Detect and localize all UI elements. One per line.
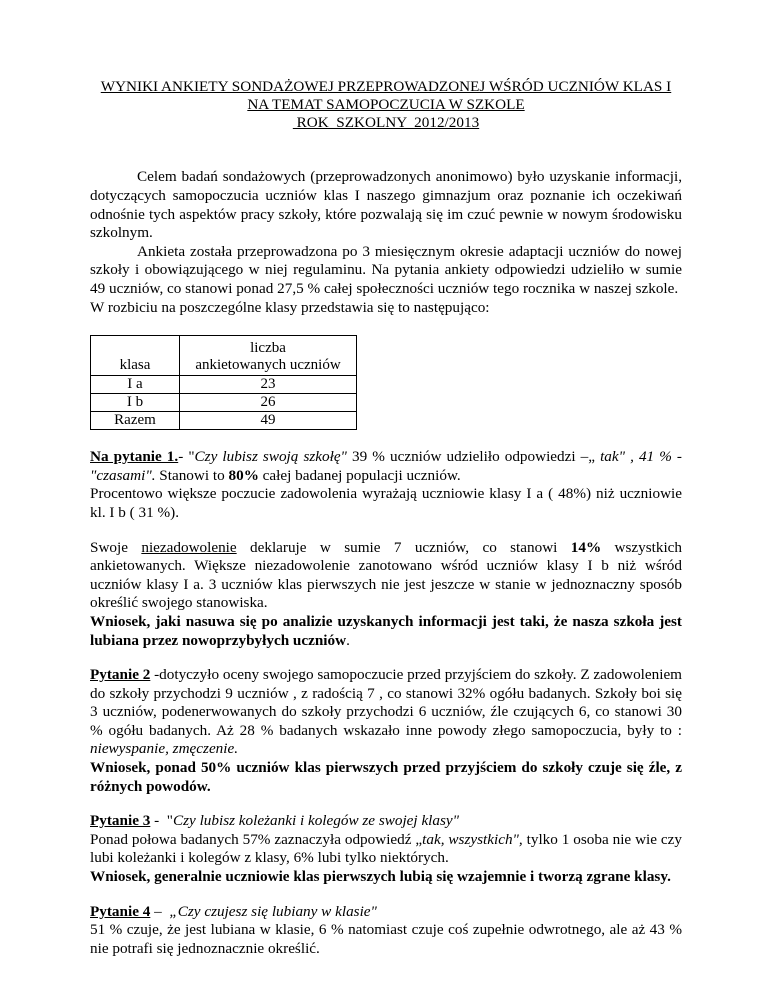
table-cell-liczba: 23 <box>180 375 357 393</box>
q3-heading <box>90 812 682 831</box>
q1-text-5: Swoje <box>90 538 142 556</box>
q1-dissatisfaction-paragraph <box>90 539 682 613</box>
q1-text-1: - " <box>178 448 195 466</box>
q1-label: Na pytanie 1. <box>90 448 179 466</box>
table-header-liczba-line1: liczba <box>250 340 286 357</box>
q1-paragraph <box>90 448 682 485</box>
q4-quote: „Czy czujesz się lubiany w klasie" <box>169 902 377 920</box>
q1-conclusion-end: . <box>346 631 350 649</box>
table-header-liczba-line2: ankietowanych uczniów <box>195 357 341 374</box>
class-stats-table <box>90 335 357 430</box>
intro-paragraph-2: Ankieta została przeprowadzona po 3 miesięcznym okresie adaptacji uczniów do nowej szkoły i obowiązującego w niej regulaminu. Na pytania ankiety odpowiedzi udzieliło w sumie 49 uczniów, co stanowi ponad 27,5 % całej społeczności uczniów tego rocznika w naszej szkole. <box>90 242 682 297</box>
q3-answer: tak, wszystkich", <box>422 830 523 848</box>
q1-text-3: Stanowi to <box>155 466 229 484</box>
q2-paragraph <box>90 666 682 759</box>
table-row <box>91 393 357 411</box>
table-cell-liczba: 49 <box>180 411 357 429</box>
document-page <box>90 78 682 958</box>
q3-quote: Czy lubisz koleżanki i kolegów ze swojej klasy" <box>172 812 460 830</box>
table-cell-klasa: I a <box>91 375 180 393</box>
table-header-liczba <box>180 336 357 375</box>
table-cell-liczba: 26 <box>180 393 357 411</box>
table-header-klasa: klasa <box>91 336 180 375</box>
title-line-3: ROK SZKOLNY 2012/2013 <box>292 113 480 131</box>
q4-paragraph: 51 % czuje, że jest lubiana w klasie, 6 % natomiast czuje coś zupełnie odwrotnego, ale aż 43 % nie potrafi się jednoznacznie określić. <box>90 921 682 957</box>
title-line-2: NA TEMAT SAMOPOCZUCIA W SZKOLE <box>247 95 525 113</box>
table-header-row <box>91 336 357 375</box>
q1-conclusion <box>90 613 682 650</box>
q1-niezadowolenie: niezadowolenie <box>141 538 237 556</box>
q1-quote: Czy lubisz swoją szkołę" <box>194 448 347 466</box>
table-row <box>91 375 357 393</box>
q1-text-6: deklaruje w sumie 7 uczniów, co stanowi <box>236 538 571 556</box>
q4-label: Pytanie 4 <box>90 902 151 920</box>
q1-text-7: wszystkich ankietowanych. Większe niezadowolenie zanotowano wśród uczniów klasy I b niż wśród uczniów klasy I a. 3 uczniów klas pierwszych nie jest jeszcze w stanie w jednoznaczny sposób określić swojego stanowiska. <box>90 538 682 612</box>
q3-paragraph <box>90 831 682 868</box>
document-title <box>90 78 682 131</box>
q3-label: Pytanie 3 <box>90 812 151 830</box>
q1-text-4: całej badanej populacji uczniów. <box>258 466 461 484</box>
q3-text-3: tylko 1 osoba nie wie czy lubi koleżanki i kolegów z klasy, 6% lubi tylko niektórych. <box>90 830 682 867</box>
intro-paragraph-1: Celem badań sondażowych (przeprowadzonych anonimowo) było uzyskanie informacji, dotyczących samopoczucia uczniów klas I naszego gimnazjum oraz poznanie ich oczekiwań odnośnie tych aspektów pracy szkoły, które pozwalają się im czuć pewnie w nowym środowisku szkolnym. <box>90 168 682 242</box>
q1-percent: 80% <box>228 466 259 484</box>
q3-text-1: - " <box>150 812 173 830</box>
intro-paragraph-3: W rozbiciu na poszczególne klasy przedstawia się to następująco: <box>90 298 490 316</box>
q3-conclusion: Wniosek, generalnie uczniowie klas pierwszych lubią się wzajemnie i tworzą zgrane klasy. <box>90 868 671 886</box>
q4-text-1: – <box>150 902 170 920</box>
q4-heading <box>90 903 682 922</box>
q2-conclusion: Wniosek, ponad 50% uczniów klas pierwszych przed przyjściem do szkoły czuje się źle, z różnych powodów. <box>90 759 682 795</box>
q2-reasons: niewyspanie, zmęczenie. <box>90 740 239 758</box>
q2-text: -dotyczyło oceny swojego samopoczucie przed przyjściem do szkoły. Z zadowoleniem do szkoły przychodzi 9 uczniów , z radością 7 , co stanowi 32% ogółu badanych. Szkoły boi się 3 uczniów, podenerwowanych do szkoły przychodzi 6 uczniów, źle czujących 6, co stanowi 30 % ogółu badanych. Aż 28 % badanych wskazało inne powody złego samopoczucia, były to : <box>90 666 682 739</box>
q3-text-2: Ponad połowa badanych 57% zaznaczyła odpowiedź „ <box>90 830 423 848</box>
q1-conclusion-text: Wniosek, jaki nasuwa się po analizie uzyskanych informacji jest taki, że nasza szkoła jest lubiana przez nowoprzybyłych uczniów <box>90 612 682 649</box>
q2-label: Pytanie 2 <box>90 666 151 684</box>
q1-answer: tak" , 41 % - "czasami". <box>90 448 682 484</box>
table-cell-klasa: Razem <box>91 411 180 429</box>
q1-line-2: Procentowo większe poczucie zadowolenia wyrażają uczniowie klasy I a ( 48%) niż uczniowie kl. I b ( 31 %). <box>90 485 682 521</box>
table-row <box>91 411 357 429</box>
title-line-1: WYNIKI ANKIETY SONDAŻOWEJ PRZEPROWADZONEJ WŚRÓD UCZNIÓW KLAS I <box>100 78 672 95</box>
table-cell-klasa: I b <box>91 393 180 411</box>
q1-percent-2: 14% <box>570 538 602 556</box>
q1-text-2: 39 % uczniów udzieliło odpowiedzi –„ <box>346 448 601 466</box>
